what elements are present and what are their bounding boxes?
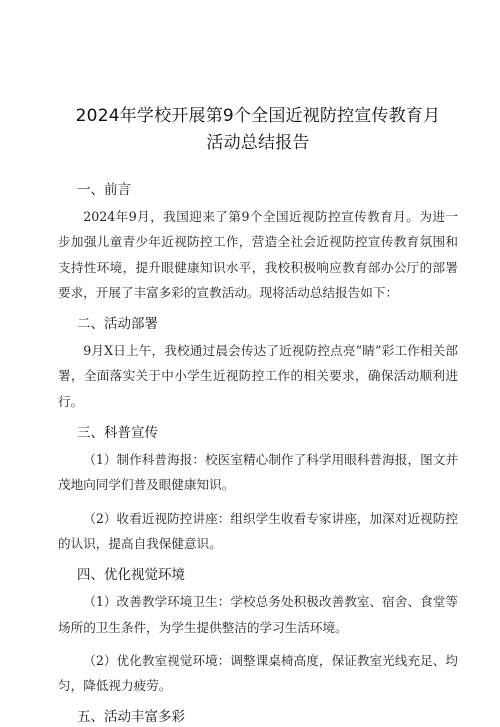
paragraph: 2024年9月，我国迎来了第9个全国近视防控宣传教育月。为进一步加强儿童青少年近视防控工作，营造全社会近视防控宣传教育氛围和支持性环境，提升眼健康知识水平，我校积极响应教育部办公厅的部署要求，开展了丰富多彩的宣教活动。现将活动总结报告如下： — [58, 209, 458, 300]
document-title-line-2: 活动总结报告 — [206, 133, 310, 153]
section-preface — [58, 181, 458, 305]
paragraph: （1）制作科普海报：校医室精心制作了科学用眼科普海报，图文并茂地向同学们普及眼健康知识。 — [58, 452, 458, 493]
document-title — [58, 103, 458, 157]
section-visual-environment — [58, 566, 458, 698]
paragraph: （2）收看近视防控讲座：组织学生收看专家讲座，加深对近视防控的认识，提高自我保健意识。 — [58, 510, 458, 551]
document-title-line-1: 2024年学校开展第9个全国近视防控宣传教育月 — [75, 106, 441, 126]
paragraph: 9月X日上午，我校通过晨会传达了近视防控点亮“睛”彩工作相关部署，全面落实关于中小学生近视防控工作的相关要求，确保活动顺利进行。 — [58, 343, 458, 409]
section-heading: 四、优化视觉环境 — [77, 567, 185, 584]
section-heading: 三、科普宣传 — [77, 425, 158, 442]
section-activities — [58, 708, 458, 727]
section-heading: 五、活动丰富多彩 — [77, 709, 185, 726]
section-deployment — [58, 315, 458, 414]
paragraph: （1）改善教学环境卫生：学校总务处积极改善教室、宿舍、食堂等场所的卫生条件，为学生提供整洁的学习生活环境。 — [58, 594, 458, 635]
paragraph: （2）优化教室视觉环境：调整课桌椅高度，保证教室光线充足、均匀，降低视力疲劳。 — [58, 652, 458, 694]
section-science-publicity — [58, 424, 458, 556]
section-heading: 二、活动部署 — [77, 316, 158, 333]
section-heading: 一、前言 — [77, 182, 131, 198]
